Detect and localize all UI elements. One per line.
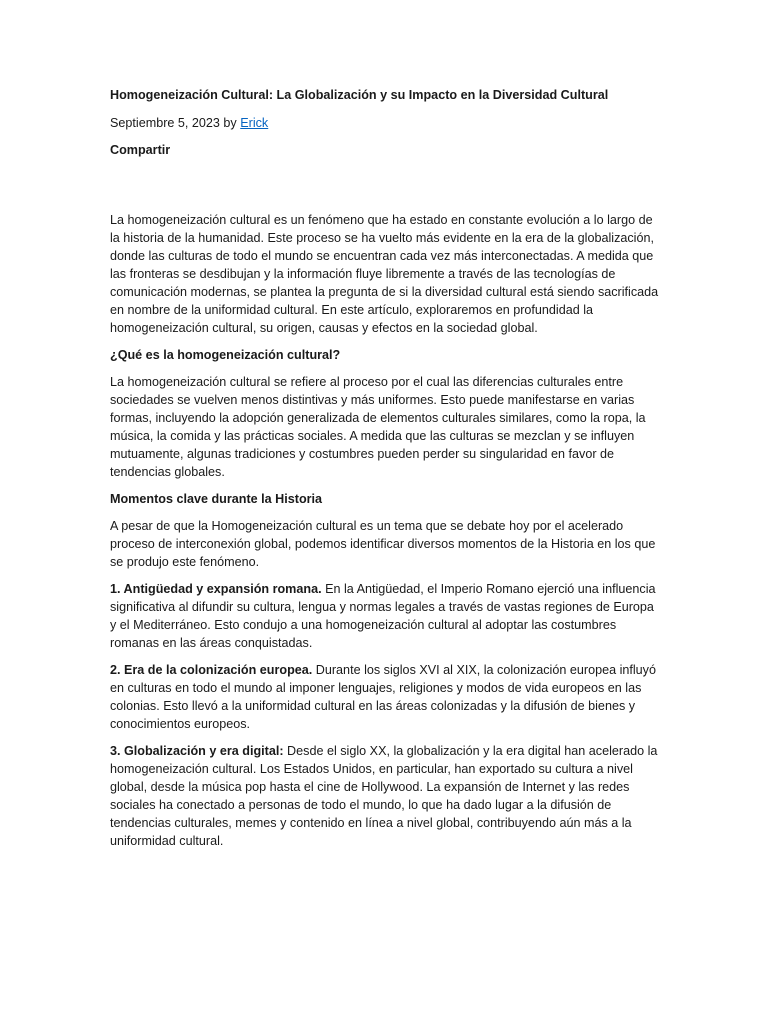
history-item-colonization (110, 661, 660, 733)
section-heading-history: Momentos clave durante la Historia (110, 492, 323, 506)
section-heading-definition: ¿Qué es la homogeneización cultural? (110, 348, 341, 362)
byline-by: by (223, 116, 237, 130)
intro-paragraph: La homogeneización cultural es un fenómeno que ha estado en constante evolución a lo largo de la historia de la humanidad. Este proceso se ha vuelto más evidente en la era de la globalización, donde las culturas de todo el mundo se encuentran cada vez más interconectadas. A medida que las fronteras se desdibujan y la información fluye libremente a través de las tecnologías de comunicación modernas, se plantea la pregunta de si la diversidad cultural está siendo sacrificada en nombre de la uniformidad cultural. En este artículo, exploraremos en profundidad la homogeneización cultural, su origen, causas y efectos en la sociedad global. (110, 213, 659, 335)
history-item-lead: 2. Era de la colonización europea. (110, 663, 313, 677)
history-paragraph: A pesar de que la Homogeneización cultural es un tema que se debate hoy por el acelerado proceso de interconexión global, podemos identificar diversos momentos de la Historia en los que se produjo este fenómeno. (110, 519, 656, 569)
history-item-roman (110, 580, 660, 652)
history-item-lead: 1. Antigüedad y expansión romana. (110, 582, 322, 596)
author-link[interactable]: Erick (240, 116, 269, 130)
article-title: Homogeneización Cultural: La Globalización y su Impacto en la Diversidad Cultural (110, 88, 609, 102)
share-label[interactable]: Compartir (110, 143, 171, 157)
byline (110, 114, 660, 132)
publish-date: Septiembre 5, 2023 (110, 116, 220, 130)
history-item-text: Durante los siglos XVI al XIX, la colonización europea influyó en culturas en todo el mundo al imponer lenguajes, religiones y modos de vida europeos en las colonias. Esto llevó a la uniformidad cultural en las áreas colonizadas y la difusión de bienes y conocimientos europeos. (110, 663, 656, 731)
history-item-text: Desde el siglo XX, la globalización y la era digital han acelerado la homogeneización cultural. Los Estados Unidos, en particular, han exportado su cultura a nivel global, desde la música pop hasta el cine de Hollywood. La expansión de Internet y las redes sociales ha conectado a personas de todo el mundo, lo que ha dado lugar a la difusión de tendencias culturales, memes y contenido en línea a nivel global, contribuyendo aún más a la uniformidad cultural. (110, 744, 658, 848)
history-item-text: En la Antigüedad, el Imperio Romano ejerció una influencia significativa al difundir su cultura, lengua y normas legales a través de vastas regiones de Europa y el Mediterráneo. Esto condujo a una homogeneización cultural al adoptar las costumbres romanas en las áreas conquistadas. (110, 582, 656, 650)
definition-paragraph: La homogeneización cultural se refiere al proceso por el cual las diferencias culturales entre sociedades se vuelven menos distintivas y más uniformes. Esto puede manifestarse en varias formas, incluyendo la adopción generalizada de elementos culturales similares, como la ropa, la música, la comida y las prácticas sociales. A medida que las culturas se mezclan y se influyen mutuamente, algunas tradiciones y costumbres pueden perder su singularidad en favor de tendencias globales. (110, 375, 646, 479)
document-page (110, 86, 660, 859)
history-item-lead: 3. Globalización y era digital: (110, 744, 284, 758)
history-item-digital (110, 742, 660, 850)
